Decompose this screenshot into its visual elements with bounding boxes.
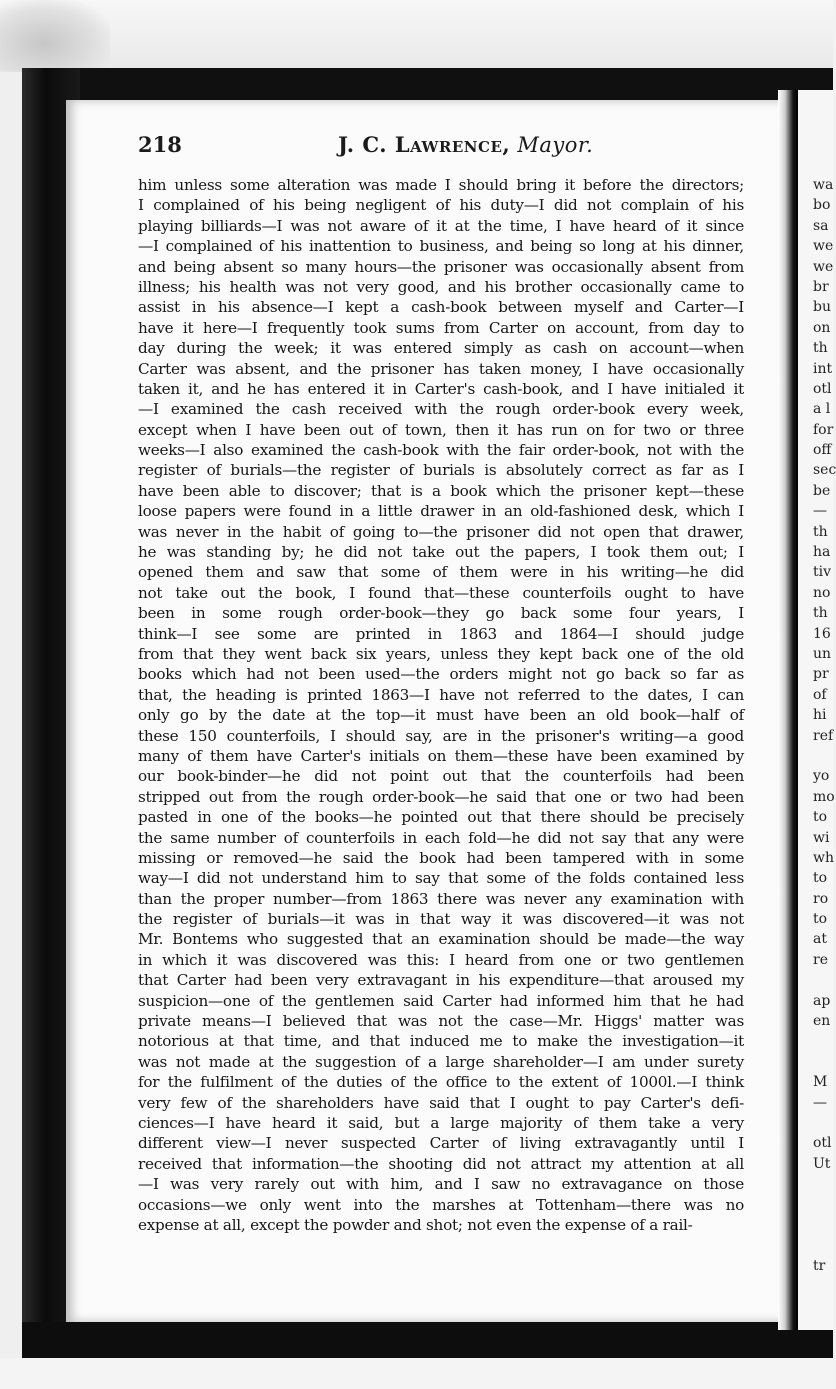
page-header: [138, 132, 778, 162]
facing-page-fragment: re: [813, 951, 828, 968]
facing-page-fragment: bo: [813, 197, 831, 214]
facing-page-fragment: hi: [813, 707, 827, 724]
facing-page-fragment: at: [813, 931, 827, 948]
text-line: day during the week; it was entered simply as cash on account—when: [138, 339, 744, 358]
facing-page-fragment: sa: [813, 217, 829, 234]
text-line: way—I did not understand him to say that some of the folds contained less: [138, 869, 744, 888]
text-line: —I examined the cash received with the rough order-book every week,: [138, 400, 744, 419]
text-line: suspicion—one of the gentlemen said Carter had informed him that he had: [138, 991, 744, 1010]
facing-page-fragment: [813, 1052, 833, 1072]
text-line: than the proper number—from 1863 there was never any examination with: [138, 889, 744, 908]
facing-page-text: [813, 175, 836, 1276]
text-line: Carter was absent, and the prisoner has taken money, I have occasionally: [138, 359, 744, 378]
text-line: these 150 counterfoils, I should say, are in the prisoner's writing—a good: [138, 726, 744, 745]
text-line: occasions—we only went into the marshes at Tottenham—there was no: [138, 1195, 744, 1214]
facing-page-fragment: ap: [813, 992, 831, 1009]
text-line: in which it was discovered was this: I heard from one or two gentlemen: [138, 950, 744, 969]
facing-page-fragment: tr: [813, 1257, 826, 1274]
text-line: was not made at the suggestion of a large shareholder—I am under surety: [138, 1052, 744, 1071]
text-line: Mr. Bontems who suggested that an examination should be made—the way: [138, 930, 744, 949]
facing-page-fragment: be: [813, 482, 831, 499]
text-line: that Carter had been very extravagant in his expenditure—that aroused my: [138, 971, 744, 990]
text-line: from that they went back six years, unless they kept back one of the old: [138, 644, 744, 663]
facing-page-fragment: [813, 1174, 833, 1194]
facing-page-fragment: mo: [813, 788, 835, 805]
text-line: books which had not been used—the orders might not go back so far as: [138, 665, 744, 684]
text-line: received that information—the shooting did not attract my attention at all: [138, 1154, 744, 1173]
text-line: private means—I believed that was not the case—Mr. Higgs' matter was: [138, 1012, 744, 1031]
text-line: —I complained of his inattention to business, and being so long at his dinner,: [138, 237, 744, 256]
text-line: loose papers were found in a little drawer in an old-fashioned desk, which I: [138, 502, 744, 521]
text-line: very few of the shareholders have said that I ought to pay Carter's defi-: [138, 1093, 744, 1112]
text-line: assist in his absence—I kept a cash-book between myself and Carter—I: [138, 298, 744, 317]
facing-page-fragment: to: [813, 870, 828, 887]
facing-page-fragment: 16: [813, 625, 831, 642]
facing-page-fragment: bu: [813, 299, 831, 316]
text-line: I complained of his being negligent of his duty—I did not complain of his: [138, 196, 744, 215]
text-line: our book-binder—he did not point out that the counterfoils had been: [138, 767, 744, 786]
text-line: for the fulfilment of the duties of the office to the extent of 1000l.—I think: [138, 1073, 744, 1092]
scan-top-margin: [0, 0, 833, 70]
facing-page-fragment: wh: [813, 849, 834, 866]
facing-page-fragment: we: [813, 258, 834, 275]
text-line: weeks—I also examined the cash-book with the fair order-book, not with the: [138, 441, 744, 460]
text-line: and being absent so many hours—the prisoner was occasionally absent from: [138, 257, 744, 276]
text-line: he was standing by; he did not take out the papers, I took them out; I: [138, 543, 744, 562]
text-line: stripped out from the rough order-book—he said that one or two had been: [138, 787, 744, 806]
facing-page-fragment: pr: [813, 666, 829, 683]
text-line: have it here—I frequently took sums from Carter on account, from day to: [138, 318, 744, 337]
facing-page-fragment: no: [813, 584, 831, 601]
facing-page-fragment: tiv: [813, 564, 832, 581]
facing-page-fragment: [813, 746, 833, 766]
facing-page-fragment: yo: [813, 768, 830, 785]
text-line: illness; his health was not very good, and his brother occasionally came to: [138, 277, 744, 296]
scan-smudge: [0, 0, 110, 72]
text-line: register of burials—the register of burials is absolutely correct as far as I: [138, 461, 744, 480]
facing-page-fragment: otl: [813, 1135, 832, 1152]
scan-bottom-margin: [0, 1358, 833, 1389]
facing-page-fragment: —: [813, 1094, 827, 1111]
facing-page-fragment: ha: [813, 544, 831, 561]
facing-page-fragment: of: [813, 686, 827, 703]
facing-page-fragment: int: [813, 360, 833, 377]
facing-page-fragment: otl: [813, 380, 832, 397]
facing-page-fragment: [813, 1195, 833, 1215]
page-gutter: [778, 90, 798, 1330]
facing-page-fragment: sec: [813, 462, 836, 479]
facing-page-fragment: ro: [813, 890, 829, 907]
text-line: expense at all, except the powder and shot; not even the expense of a rail-: [138, 1215, 693, 1234]
facing-page-fragment: a l: [813, 401, 831, 418]
text-line: playing billiards—I was not aware of it at the time, I have heard of it since: [138, 216, 744, 235]
facing-page-fragment: off: [813, 442, 832, 459]
text-line: was never in the habit of going to—the prisoner did not open that drawer,: [138, 522, 744, 541]
facing-page-fragment: to: [813, 911, 828, 928]
facing-page-fragment: wi: [813, 829, 830, 846]
running-head-title: Mayor.: [517, 133, 594, 157]
facing-page-fragment: —: [813, 503, 827, 520]
text-line: notorious at that time, and that induced me to make the investigation—it: [138, 1032, 744, 1051]
text-line: —I was very rarely out with him, and I saw no extravagance on those: [138, 1175, 744, 1194]
text-line: pasted in one of the books—he pointed out that there should be precisely: [138, 808, 744, 827]
running-head-name: J. C. Lawrence,: [338, 132, 511, 157]
body-text: [138, 175, 744, 1235]
book-page: [66, 100, 784, 1322]
text-line: the register of burials—it was in that way it was discovered—it was not: [138, 910, 744, 929]
facing-page-fragment: ref: [813, 727, 834, 744]
text-line: been in some rough order-book—they go back some four years, I: [138, 604, 744, 623]
facing-page-fragment: to: [813, 809, 828, 826]
facing-page-fragment: for: [813, 421, 834, 438]
text-line: have been able to discover; that is a book which the prisoner kept—these: [138, 481, 744, 500]
text-line: only go by the date at the top—it must have been an old book—half of: [138, 706, 744, 725]
facing-page-fragment: [813, 1113, 833, 1133]
facing-page-fragment: un: [813, 645, 832, 662]
page-number: 218: [138, 132, 182, 157]
facing-page-fragment: th: [813, 340, 828, 357]
facing-page-fragment: br: [813, 278, 829, 295]
facing-page-fragment: en: [813, 1013, 831, 1030]
facing-page-fragment: th: [813, 523, 828, 540]
facing-page-fragment: [813, 970, 833, 990]
text-line: different view—I never suspected Carter of living extravagantly until I: [138, 1134, 744, 1153]
text-line: ciences—I have heard it said, but a large majority of them take a very: [138, 1113, 744, 1132]
text-line: that, the heading is printed 1863—I have not referred to the dates, I can: [138, 685, 744, 704]
text-line: opened them and saw that some of them were in his writing—he did: [138, 563, 744, 582]
text-line: not take out the book, I found that—these counterfoils ought to have: [138, 583, 744, 602]
facing-page-fragment: on: [813, 319, 831, 336]
text-line: taken it, and he has entered it in Carter's cash-book, and I have initialed it: [138, 379, 744, 398]
facing-page-fragment: th: [813, 605, 828, 622]
text-line: think—I see some are printed in 1863 and 1864—I should judge: [138, 624, 744, 643]
text-line: many of them have Carter's initials on them—these have been examined by: [138, 746, 744, 765]
facing-page-fragment: we: [813, 238, 834, 255]
facing-page-fragment: Ut: [813, 1155, 831, 1172]
facing-page-fragment: [813, 1031, 833, 1051]
binding-frame-bottom: [22, 1322, 833, 1358]
text-line: him unless some alteration was made I should bring it before the directors;: [138, 176, 744, 194]
text-line: missing or removed—he said the book had been tampered with in some: [138, 848, 744, 867]
facing-page-fragment: M: [813, 1074, 828, 1091]
text-line: the same number of counterfoils in each fold—he did not say that any were: [138, 828, 744, 847]
running-head: [338, 132, 593, 157]
text-line: except when I have been out of town, then it has run on for two or three: [138, 420, 744, 439]
facing-page-fragment: wa: [813, 177, 834, 193]
facing-page-fragment: [813, 1215, 833, 1235]
facing-page-fragment: [813, 1235, 833, 1255]
